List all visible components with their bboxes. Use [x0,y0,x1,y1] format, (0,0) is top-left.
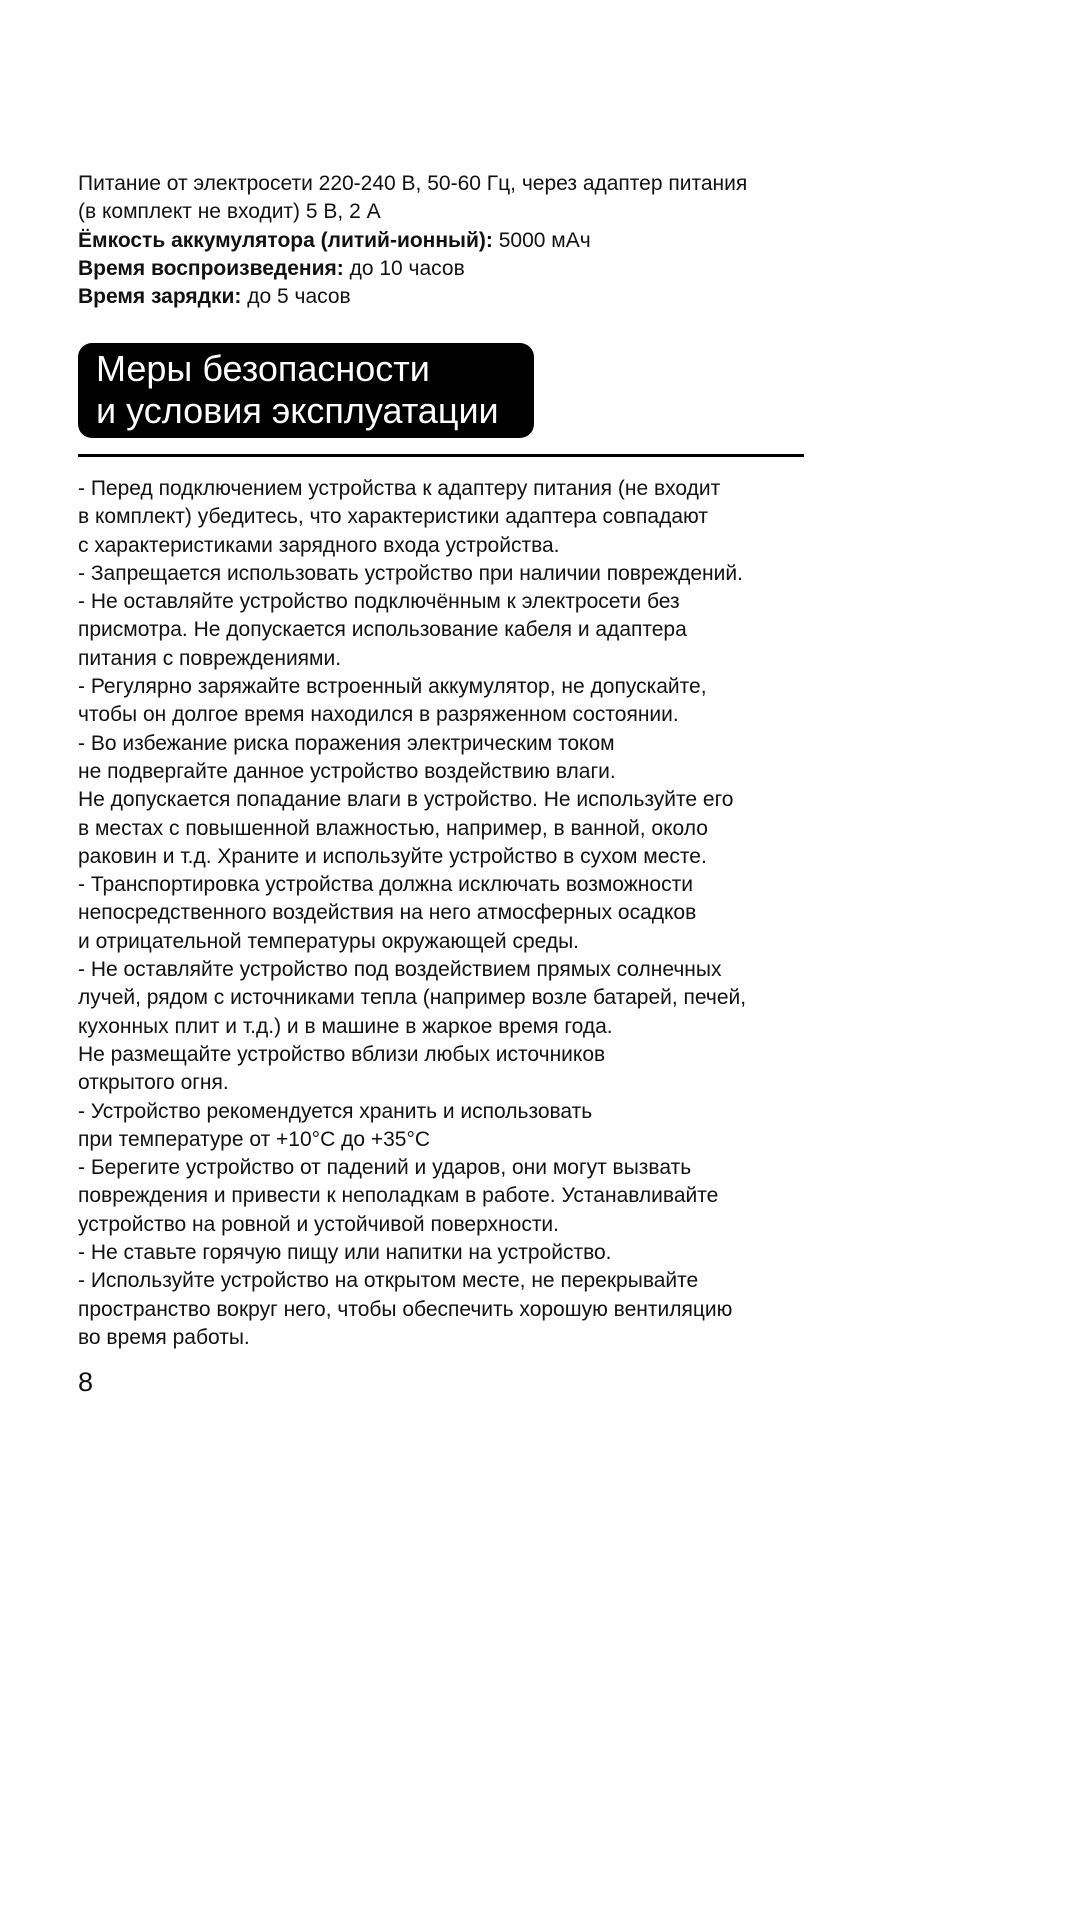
safety-rule-line: - Перед подключением устройства к адаптеру питания (не входит [78,477,721,500]
battery-spec-value: 5000 мАч [492,228,591,252]
page-number: 8 [78,1367,94,1397]
safety-rule-line: - Во избежание риска поражения электрическим током [78,731,615,755]
battery-spec [78,227,818,255]
safety-rule-line: во время работы. [78,1325,250,1349]
safety-rule-line: - Не оставляйте устройство под воздействием прямых солнечных [78,958,722,982]
safety-rule-line: пространство вокруг него, чтобы обеспечить хорошую вентиляцию [78,1297,733,1321]
power-spec-line-2: (в комплект не входит) 5 В, 2 А [78,200,381,224]
safety-rule-line: с характеристиками зарядного входа устройства. [78,533,560,557]
safety-rule-line: непосредственного воздействия на него атмосферных осадков [78,901,697,925]
safety-rule-line: присмотра. Не допускается использование кабеля и адаптера [78,618,687,642]
safety-rule-line: - Используйте устройство на открытом месте, не перекрывайте [78,1269,699,1293]
safety-rule-line: в местах с повышенной влажностью, например, в ванной, около [78,816,708,840]
safety-rule-line: не подвергайте данное устройство воздействию влаги. [78,759,616,783]
safety-rule-line: - Транспортировка устройства должна исключать возможности [78,873,693,897]
charge-time-spec-value: до 5 часов [241,285,351,309]
safety-rule-line: Не допускается попадание влаги в устройство. Не используйте его [78,788,734,812]
safety-rule-line: повреждения и привести к неполадкам в работе. Устанавливайте [78,1184,719,1208]
power-spec [78,170,818,227]
safety-rule-line: лучей, рядом с источниками тепла (например возле батарей, печей, [78,986,747,1010]
safety-rule-line: при температуре от +10°С до +35°С [78,1127,431,1151]
safety-rule-line: - Не ставьте горячую пищу или напитки на устройство. [78,1241,612,1265]
safety-rule-line: - Не оставляйте устройство подключённым к электросети без [78,590,680,614]
safety-rule-line: чтобы он долгое время находился в разряженном состоянии. [78,703,679,727]
safety-rule-line: Не размещайте устройство вблизи любых источников [78,1042,606,1066]
specifications-block [78,170,818,311]
safety-rule-line: кухонных плит и т.д.) и в машине в жаркое время года. [78,1014,613,1038]
safety-rule-line: - Берегите устройство от падений и ударов, они могут вызвать [78,1156,692,1180]
safety-rule-line: открытого огня. [78,1071,229,1095]
playtime-spec-label: Время воспроизведения: [78,256,344,280]
safety-rules [78,475,818,1352]
safety-rule-line: в комплект) убедитесь, что характеристики адаптера совпадают [78,505,708,529]
section-heading [78,343,534,438]
power-spec-line-1: Питание от электросети 220-240 В, 50-60 Гц, через адаптер питания [78,172,748,195]
safety-rule-line: питания с повреждениями. [78,646,342,670]
section-heading-line-1: Меры безопасности [96,348,430,389]
playtime-spec-value: до 10 часов [343,256,465,280]
safety-rule-line: и отрицательной температуры окружающей среды. [78,929,580,953]
battery-spec-label: Ёмкость аккумулятора (литий-ионный): [78,228,493,252]
safety-rule-line: раковин и т.д. Храните и используйте устройство в сухом месте. [78,844,707,868]
charge-time-spec-label: Время зарядки: [78,285,242,309]
section-heading-line-2: и условия эксплуатации [96,390,499,431]
safety-rule-line: - Запрещается использовать устройство при наличии повреждений. [78,561,743,585]
safety-rule-line: устройство на ровной и устойчивой поверхности. [78,1212,560,1236]
playtime-spec [78,255,818,283]
safety-rule-line: - Регулярно заряжайте встроенный аккумулятор, не допускайте, [78,675,707,699]
section-divider [78,454,804,457]
charge-time-spec [78,283,818,311]
safety-rule-line: - Устройство рекомендуется хранить и использовать [78,1099,593,1123]
